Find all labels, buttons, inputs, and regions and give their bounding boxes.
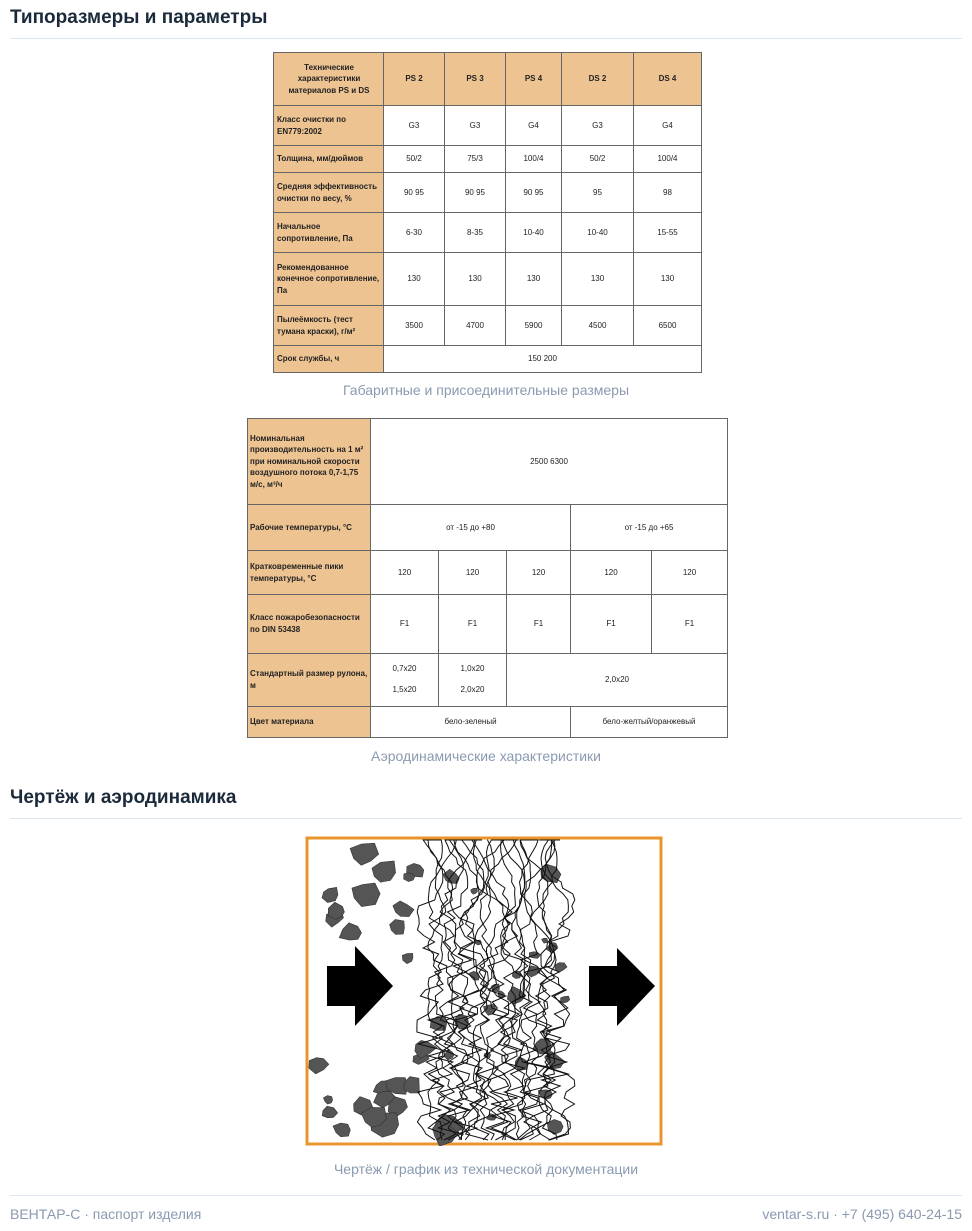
row-label: Класс очистки по EN779:2002 xyxy=(274,106,384,146)
footer-contacts: ventar-s.ru · +7 (495) 640-24-15 xyxy=(762,1206,962,1222)
table-cell: F1 xyxy=(652,595,728,654)
table-cell: F1 xyxy=(439,595,507,654)
table-cell: от -15 до +80 xyxy=(371,505,571,551)
table-row xyxy=(248,654,728,707)
table-row xyxy=(274,146,702,173)
table-cell: 130 xyxy=(445,253,506,306)
table-cell: 90 95 xyxy=(384,173,445,213)
row-label: Номинальная производительность на 1 м² при номинальной скорости воздушного потока 0,7-1,75 м/с, м³/ч xyxy=(248,419,371,505)
table-row xyxy=(248,419,728,505)
table-cell: 10-40 xyxy=(506,213,562,253)
table-cell: 50/2 xyxy=(562,146,634,173)
table-cell: F1 xyxy=(371,595,439,654)
header-cell: DS 4 xyxy=(634,53,702,106)
table-cell: 3500 xyxy=(384,306,445,346)
table-cell: 95 xyxy=(562,173,634,213)
row-label: Класс пожаробезопасности по DIN 53438 xyxy=(248,595,371,654)
row-label: Рекомендованное конечное сопротивление, Па xyxy=(274,253,384,306)
table-row xyxy=(274,173,702,213)
table-cell: G4 xyxy=(506,106,562,146)
table-cell: 4500 xyxy=(562,306,634,346)
table-cell: 6500 xyxy=(634,306,702,346)
table-cell: G4 xyxy=(634,106,702,146)
footer xyxy=(10,1195,962,1222)
section-title-params: Типоразмеры и параметры xyxy=(10,7,962,39)
header-cell: PS 4 xyxy=(506,53,562,106)
table-cell: 10-40 xyxy=(562,213,634,253)
row-label: Стандартный размер рулона, м xyxy=(248,654,371,707)
table-cell: 130 xyxy=(384,253,445,306)
table-row xyxy=(274,106,702,146)
roll-size-value: 2,0x20 xyxy=(460,685,485,694)
header-cell: Технические характеристики материалов PS и DS xyxy=(274,53,384,106)
caption-dimensions: Габаритные и присоединительные размеры xyxy=(342,382,629,398)
table-cell: 5900 xyxy=(506,306,562,346)
table-cell: бело-зеленый xyxy=(371,707,571,738)
table-cell: 120 xyxy=(652,551,728,595)
table-cell: 8-35 xyxy=(445,213,506,253)
table-cell xyxy=(439,654,507,707)
table-cell xyxy=(371,654,439,707)
table-cell: 130 xyxy=(562,253,634,306)
table-cell: G3 xyxy=(445,106,506,146)
table-row xyxy=(248,551,728,595)
table-row xyxy=(274,213,702,253)
row-label: Средняя эффективность очистки по весу, % xyxy=(274,173,384,213)
row-label: Рабочие температуры, °C xyxy=(248,505,371,551)
table-cell: 120 xyxy=(507,551,571,595)
table-cell: бело-желтый/оранжевый xyxy=(571,707,728,738)
table-cell: 130 xyxy=(634,253,702,306)
row-label: Пылеёмкость (тест тумана краски), г/м² xyxy=(274,306,384,346)
table-cell: 150 200 xyxy=(384,346,702,373)
table-row xyxy=(274,306,702,346)
header-cell: DS 2 xyxy=(562,53,634,106)
caption-aerodynamics: Аэродинамические характеристики xyxy=(370,748,601,764)
table-cell: 100/4 xyxy=(634,146,702,173)
table-cell: F1 xyxy=(507,595,571,654)
table-cell: 120 xyxy=(571,551,652,595)
table-cell: 130 xyxy=(506,253,562,306)
footer-company: ВЕНТАР-С · паспорт изделия xyxy=(10,1206,202,1222)
table-cell: 120 xyxy=(439,551,507,595)
table-cell: 98 xyxy=(634,173,702,213)
table-cell: 120 xyxy=(371,551,439,595)
table-row xyxy=(248,595,728,654)
table-cell: 90 95 xyxy=(506,173,562,213)
table-cell: 15-55 xyxy=(634,213,702,253)
table-cell: F1 xyxy=(571,595,652,654)
table-cell: 2500 6300 xyxy=(371,419,728,505)
table-cell: G3 xyxy=(562,106,634,146)
table-cell: 2,0x20 xyxy=(507,654,728,707)
filter-media-drawing xyxy=(305,836,663,1146)
row-label: Срок службы, ч xyxy=(274,346,384,373)
roll-size-value: 1,0x20 xyxy=(460,664,485,674)
row-label: Кратковременные пики температуры, °C xyxy=(248,551,371,595)
roll-size-value: 0,7x20 xyxy=(392,664,417,674)
materials-spec-table xyxy=(273,52,702,373)
table-cell: 100/4 xyxy=(506,146,562,173)
operating-spec-table xyxy=(247,418,728,738)
table-row xyxy=(248,505,728,551)
table-cell: от -15 до +65 xyxy=(571,505,728,551)
table-cell: 75/3 xyxy=(445,146,506,173)
table-cell: 50/2 xyxy=(384,146,445,173)
table-cell: 6-30 xyxy=(384,213,445,253)
row-label: Начальное сопротивление, Па xyxy=(274,213,384,253)
table-cell: 4700 xyxy=(445,306,506,346)
table-cell: 90 95 xyxy=(445,173,506,213)
section-title-drawing: Чертёж и аэродинамика xyxy=(10,787,962,819)
table-header-row xyxy=(274,53,702,106)
table-cell: G3 xyxy=(384,106,445,146)
row-label: Толщина, мм/дюймов xyxy=(274,146,384,173)
table-row xyxy=(274,253,702,306)
table-row xyxy=(248,707,728,738)
header-cell: PS 2 xyxy=(384,53,445,106)
table-row xyxy=(274,346,702,373)
row-label: Цвет материала xyxy=(248,707,371,738)
caption-drawing: Чертёж / график из технической документации xyxy=(333,1161,639,1177)
roll-size-value: 1,5x20 xyxy=(392,685,417,694)
header-cell: PS 3 xyxy=(445,53,506,106)
